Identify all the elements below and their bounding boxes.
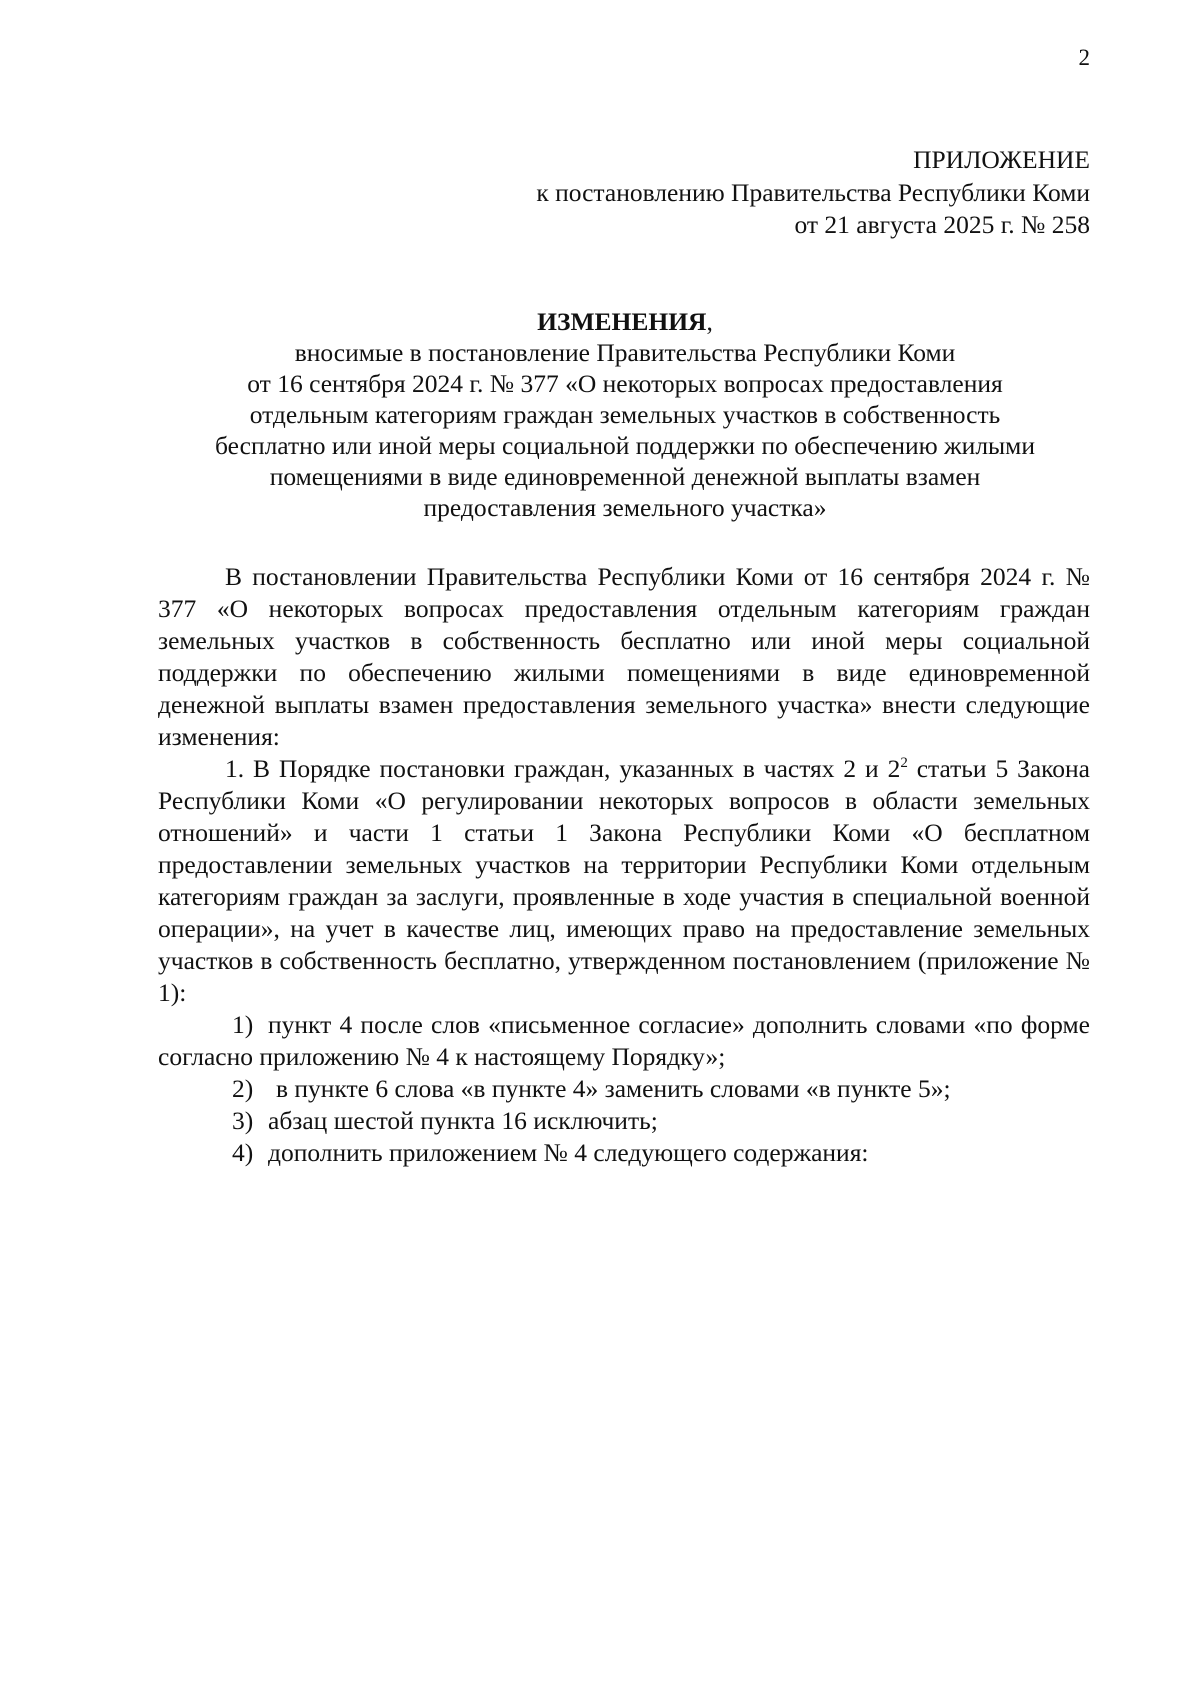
heading-title-line [160, 306, 1090, 337]
heading-title-suffix: , [706, 307, 713, 336]
list-item-text: абзац шестой пункта 16 исключить; [268, 1106, 658, 1135]
page-number: 2 [1078, 45, 1090, 70]
list-item [158, 1137, 1090, 1169]
heading-title: ИЗМЕНЕНИЯ [537, 307, 707, 336]
list-item-number: 3) [232, 1106, 254, 1135]
appendix-header [536, 144, 1090, 242]
list-item-number: 4) [232, 1138, 254, 1167]
heading-line: вносимые в постановление Правительства Республики Коми [294, 338, 956, 367]
list-item [158, 1073, 1090, 1105]
appendix-line-1: к постановлению Правительства Республики Коми [536, 177, 1090, 207]
appendix-line-2: от 21 августа 2025 г. № 258 [794, 210, 1090, 239]
point-1-text-a: 1. В Порядке постановки граждан, указанных в частях 2 и 2 [225, 754, 901, 783]
list-item-number: 2) [232, 1074, 254, 1103]
list-item-text: в пункте 6 слова «в пункте 4» заменить словами «в пункте 5»; [276, 1074, 951, 1103]
document-heading [160, 306, 1090, 523]
list-item-text: пункт 4 после слов «письменное согласие» дополнить словами «по форме согласно приложению № 4 к настоящему Порядку»; [158, 1010, 1090, 1071]
list-item [158, 1105, 1090, 1137]
list-item-number: 1) [232, 1010, 254, 1039]
appendix-title: ПРИЛОЖЕНИЕ [913, 145, 1090, 174]
heading-line: бесплатно или иной меры социальной поддержки по обеспечению жилыми [215, 431, 1035, 460]
document-body [158, 561, 1090, 1169]
heading-line: помещениями в виде единовременной денежной выплаты взамен [269, 462, 981, 491]
heading-line: предоставления земельного участка» [423, 493, 827, 522]
list-item [158, 1009, 1090, 1073]
heading-line: от 16 сентября 2024 г. № 377 «О некоторых вопросах предоставления [247, 369, 1003, 398]
point-1-text-b: статьи 5 Закона Республики Коми «О регулировании некоторых вопросов в области земельных отношений» и части 1 статьи 1 Закона Республики Коми «О бесплатном предоставлении земельных участков на территории Республики Коми отдельным категориям граждан за заслуги, проявленные в ходе участия в специальной военной операции», на учет в качестве лиц, имеющих право на предоставление земельных участков в собственность бесплатно, утвержденном постановлением (приложение № 1): [158, 754, 1090, 1007]
point-1-paragraph [158, 753, 1090, 1009]
heading-line: отдельным категориям граждан земельных участков в собственность [249, 400, 1001, 429]
list-item-text: дополнить приложением № 4 следующего содержания: [268, 1138, 869, 1167]
point-1-superscript: 2 [900, 755, 908, 771]
intro-paragraph: В постановлении Правительства Республики Коми от 16 сентября 2024 г. № 377 «О некоторых вопросах предоставления отдельным категориям граждан земельных участков в собственность бесплатно или иной меры социальной поддержки по обеспечению жилыми помещениями в виде единовременной денежной выплаты взамен предоставления земельного участка» внести следующие изменения: [158, 562, 1090, 751]
